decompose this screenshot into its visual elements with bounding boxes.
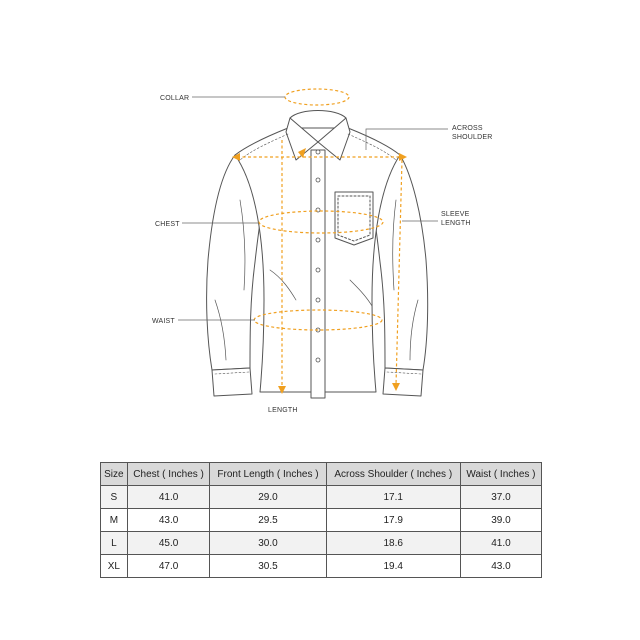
column-header-chest: Chest ( Inches ) [127, 463, 210, 486]
cell-size: L [101, 532, 128, 555]
cell-front-length: 29.5 [210, 509, 326, 532]
cell-chest: 47.0 [127, 555, 210, 578]
across-shoulder-label-line2: SHOULDER [452, 134, 493, 141]
cell-across-shoulder: 19.4 [326, 555, 460, 578]
left-cuff [212, 368, 252, 396]
cell-front-length: 30.5 [210, 555, 326, 578]
table-row [101, 555, 542, 578]
across-shoulder-label-line1: ACROSS [452, 125, 483, 132]
cell-size: M [101, 509, 128, 532]
table-row [101, 532, 542, 555]
length-label: LENGTH [268, 407, 298, 414]
collar-band [290, 111, 346, 119]
cell-chest: 45.0 [127, 532, 210, 555]
cell-across-shoulder: 17.9 [326, 509, 460, 532]
size-chart-header-row [101, 463, 542, 486]
cell-across-shoulder: 18.6 [326, 532, 460, 555]
collar-measure [285, 89, 349, 105]
cell-front-length: 29.0 [210, 486, 326, 509]
cell-across-shoulder: 17.1 [326, 486, 460, 509]
collar-label: COLLAR [160, 95, 190, 102]
sleeve-length-label-line1: SLEEVE [441, 211, 470, 218]
chest-pocket [335, 192, 373, 245]
cell-front-length: 30.0 [210, 532, 326, 555]
cell-chest: 43.0 [127, 509, 210, 532]
cell-waist: 39.0 [460, 509, 541, 532]
column-header-across-shoulder: Across Shoulder ( Inches ) [326, 463, 460, 486]
size-chart-table [100, 462, 542, 578]
cell-chest: 41.0 [127, 486, 210, 509]
cell-waist: 43.0 [460, 555, 541, 578]
cell-size: S [101, 486, 128, 509]
cell-size: XL [101, 555, 128, 578]
column-header-waist: Waist ( Inches ) [460, 463, 541, 486]
chest-label: CHEST [155, 221, 180, 228]
table-row [101, 486, 542, 509]
sleeve-length-label-line2: LENGTH [441, 220, 471, 227]
column-header-front-length: Front Length ( Inches ) [210, 463, 326, 486]
cell-waist: 37.0 [460, 486, 541, 509]
cell-waist: 41.0 [460, 532, 541, 555]
waist-label: WAIST [152, 318, 175, 325]
table-row [101, 509, 542, 532]
column-header-size: Size [101, 463, 128, 486]
